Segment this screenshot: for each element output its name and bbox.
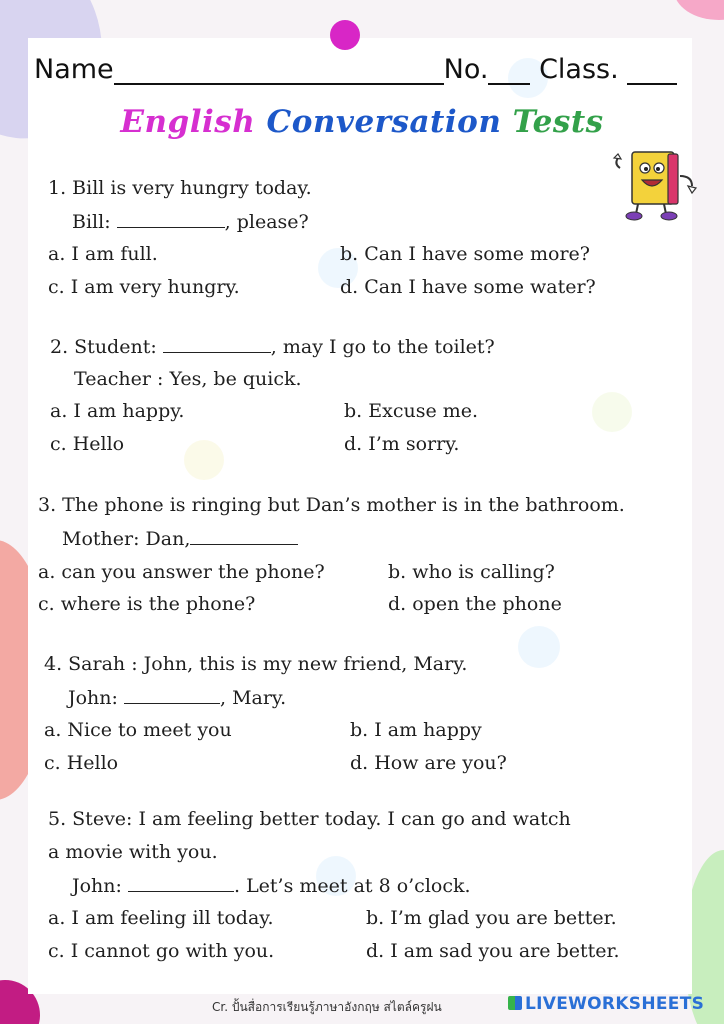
question-1-speaker: Bill: (72, 211, 117, 233)
question-5-option-a[interactable]: a. I am feeling ill today. (48, 907, 274, 929)
question-2-prompt (50, 335, 495, 358)
title-word-tests: Tests (512, 104, 604, 140)
question-2-blank[interactable] (163, 335, 271, 353)
title-word-english: English (120, 104, 256, 140)
question-5-prompt-continued: a movie with you. (48, 841, 218, 863)
brand-name: LIVEWORKSHEETS (525, 994, 705, 1014)
question-3-speaker: Mother: Dan, (62, 528, 191, 550)
question-2-option-a[interactable]: a. I am happy. (50, 400, 185, 422)
student-info-line (34, 54, 694, 94)
name-blank[interactable] (114, 59, 444, 85)
page-title (0, 104, 724, 140)
question-2-option-d[interactable]: d. I’m sorry. (344, 433, 460, 455)
question-2-option-b[interactable]: b. Excuse me. (344, 400, 479, 422)
background-blob (330, 20, 360, 50)
question-5-speaker: John: (72, 875, 128, 897)
question-1-prompt: 1. Bill is very hungry today. (48, 177, 312, 199)
footer-credit: Cr. ปั้นสื่อการเรียนรู้ภาษาอังกฤษ สไตล์ครูฝน (212, 1000, 442, 1014)
question-1-line2 (72, 210, 309, 233)
question-4-prompt: 4. Sarah : John, this is my new friend, Mary. (44, 653, 468, 675)
question-4-line2 (68, 686, 286, 709)
question-1-blank[interactable] (117, 210, 225, 228)
question-5-option-b[interactable]: b. I’m glad you are better. (366, 907, 617, 929)
question-4-option-b[interactable]: b. I am happy (350, 719, 482, 741)
decor-dot (184, 440, 224, 480)
question-3-line2 (62, 527, 298, 550)
question-1-option-c[interactable]: c. I am very hungry. (48, 276, 240, 298)
liveworksheets-logo-icon (508, 996, 522, 1010)
number-label: No. (443, 54, 489, 85)
question-3-blank[interactable] (190, 527, 298, 545)
question-5-line2-end: . Let’s meet at 8 o’clock. (233, 875, 471, 897)
question-3-prompt: 3. The phone is ringing but Dan’s mother is in the bathroom. (38, 494, 625, 516)
question-1-option-a[interactable]: a. I am full. (48, 243, 158, 265)
question-5-line2 (72, 874, 471, 897)
question-4-option-c[interactable]: c. Hello (44, 752, 119, 774)
question-4-option-a[interactable]: a. Nice to meet you (44, 719, 232, 741)
class-label: Class. (539, 54, 619, 85)
question-5-prompt: 5. Steve: I am feeling better today. I can go and watch (48, 808, 571, 830)
question-1-line2-end: , please? (224, 211, 309, 233)
question-4-speaker: John: (68, 687, 124, 709)
question-1-option-d[interactable]: d. Can I have some water? (340, 276, 596, 298)
question-2-speaker: 2. Student: (50, 336, 163, 358)
question-4-line2-end: , Mary. (219, 687, 287, 709)
question-2-line2: Teacher : Yes, be quick. (74, 368, 302, 390)
liveworksheets-link[interactable] (508, 994, 704, 1014)
class-blank[interactable] (627, 59, 677, 85)
question-3-option-a[interactable]: a. can you answer the phone? (38, 561, 325, 583)
question-3-option-b[interactable]: b. who is calling? (388, 561, 555, 583)
decor-dot (518, 626, 560, 668)
question-5-option-c[interactable]: c. I cannot go with you. (48, 940, 275, 962)
name-label: Name (34, 54, 114, 85)
question-3-option-d[interactable]: d. open the phone (388, 593, 562, 615)
question-1-option-b[interactable]: b. Can I have some more? (340, 243, 590, 265)
book-character-icon (612, 146, 698, 222)
background-blob (674, 0, 724, 20)
question-4-option-d[interactable]: d. How are you? (350, 752, 507, 774)
question-2-prompt-end: , may I go to the toilet? (270, 336, 495, 358)
question-3-option-c[interactable]: c. where is the phone? (38, 593, 256, 615)
question-4-blank[interactable] (124, 686, 220, 704)
decor-dot (592, 392, 632, 432)
title-word-conversation: Conversation (266, 104, 502, 140)
number-blank[interactable] (488, 59, 530, 85)
question-5-option-d[interactable]: d. I am sad you are better. (366, 940, 620, 962)
question-2-option-c[interactable]: c. Hello (50, 433, 125, 455)
question-5-blank[interactable] (128, 874, 234, 892)
